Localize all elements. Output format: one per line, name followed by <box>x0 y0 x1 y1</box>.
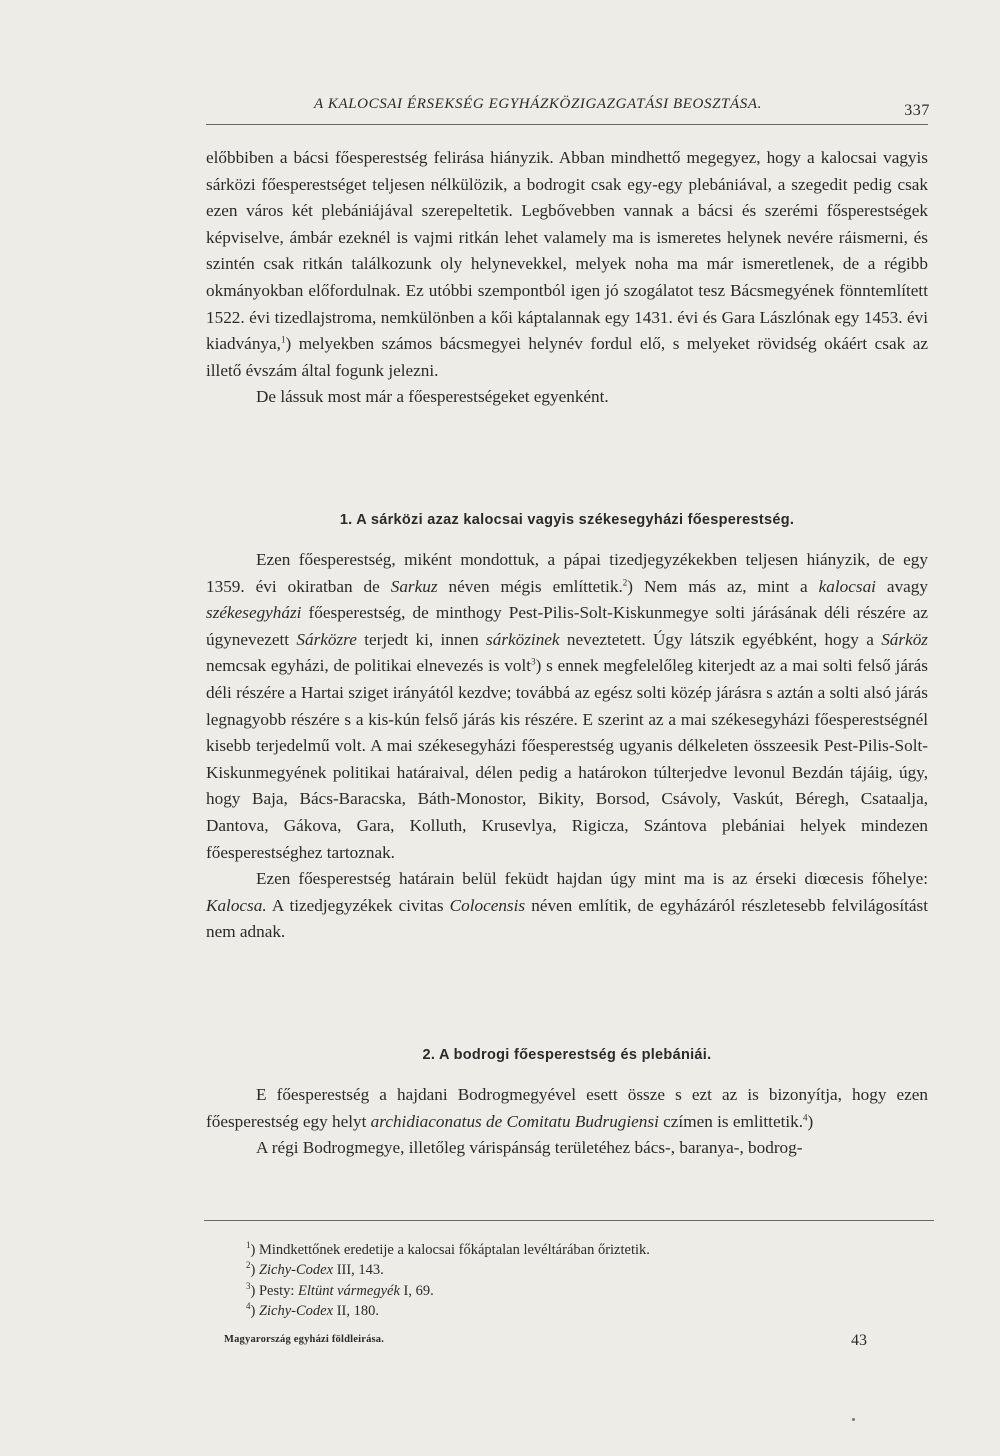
running-head <box>206 96 934 122</box>
text-run: néven mégis említtetik. <box>437 576 623 596</box>
italic-run: Sárköz <box>881 629 928 649</box>
footnote-2 <box>246 1260 886 1280</box>
text-run: nemcsak egyházi, de politikai elnevezés is volt <box>206 656 532 676</box>
footnote-marker: 2 <box>622 576 628 587</box>
text-run: I, 69. <box>399 1282 434 1299</box>
running-head-title: A KALOCSAI ÉRSEKSÉG EGYHÁZKÖZIGAZGATÁSI BEOSZTÁSA. <box>314 96 762 112</box>
italic-run: Sarkuz <box>390 576 438 596</box>
imprint-line: Magyarország egyházi földleirása. <box>224 1334 385 1345</box>
text-run: II, 180. <box>333 1302 379 1319</box>
intro-paragraph-1 <box>206 145 928 384</box>
text-run: ) Mindkettőnek eredetije a kalocsai főkáptalan levéltárában őriztetik. <box>250 1242 650 1258</box>
italic-run: székesegyházi <box>206 603 302 623</box>
text-run: E főesperestség a hajdani Bodrogmegyével esett össze s ezt az is bizonyítja, hogy ezen főesperestség egy helyt <box>206 1085 928 1131</box>
footnote-3 <box>246 1281 886 1301</box>
footnote-marker: 4 <box>803 1111 808 1122</box>
text-run: A tizedjegyzékek civitas <box>266 895 450 915</box>
italic-run: Sárközre <box>296 629 357 649</box>
italic-run: sárközinek <box>486 629 560 649</box>
footnotes <box>246 1240 886 1321</box>
section-2-paragraph-2: A régi Bodrogmegye, illetőleg várispánság területéhez bács-, baranya-, bodrog- <box>256 1138 803 1158</box>
intro-text <box>206 145 928 411</box>
paper-speck <box>852 1418 855 1421</box>
intro-paragraph-2: De lássuk most már a főesperestségeket egyenként. <box>256 387 609 407</box>
header-rule <box>206 124 928 125</box>
section-2-heading: 2. A bodrogi főesperestség és plebániái. <box>422 1047 712 1063</box>
text-run: ) melyekben számos bácsmegyei helynév fordul elő, s melyeket rövidség okáért csak az illető évszám által fogunk jelezni. <box>206 334 928 380</box>
italic-run: Zichy-Codex <box>258 1302 334 1319</box>
section-1-heading: 1. A sárközi azaz kalocsai vagyis székesegyházi főesperestség. <box>339 512 795 528</box>
section-1-paragraph-1 <box>206 547 928 866</box>
footnote-marker: 4 <box>246 1301 251 1312</box>
text-run: előbbiben a bácsi főesperestség felirása hiányzik. Abban mindhettő megegyez, hogy a kalocsai vagyis sárközi főesperestséget teljesen nélkülözik, a bodrogit csak egy-egy plebániával, a szegedit pedig csak ezen város két plebániájával szerepeltetik. Legbővebben vannak a bácsi és szerémi fősperestségek képviselve, ámbár ezeknél is vajmi ritkán lehet valamely ma is ismeretes helynek nevére ráismerni, és szintén csak ritkán találkozunk oly helynevekkel, melyek noha ma már ismeretlenek, de a régibb okmányokban előfordulnak. Ez utóbbi szempontból igen jó szogálatot tesz Bácsmegyének fönntemlített 1522. évi tizedlajstroma, nemkülönben a kői káptalannak egy 1431. évi és Gara Lászlónak egy 1453. évi kiadványa, <box>206 148 928 354</box>
section-1-text <box>206 547 928 946</box>
section-2-paragraph-1 <box>206 1082 928 1135</box>
text-run: Ezen főesperestség határain belül feküdt hajdan úgy mint ma is az érseki diœcesis főhelye: <box>256 869 928 889</box>
text-run: terjedt ki, innen <box>356 629 487 649</box>
text-run: ) <box>250 1262 259 1279</box>
text-run: III, 143. <box>333 1262 384 1279</box>
text-run: ) <box>807 1111 814 1131</box>
text-run: ) Pesty: <box>250 1282 299 1299</box>
text-run: ) s ennek megfelelőleg kiterjedt az a mai solti felső járás déli részére a Hartai sziget irányától kezdve; továbbá az egész solti közép járásra s aztán a solti alsó járás legnagyobb részére s a kis-kún felső járás kis részére. E szerint az a mai székesegyházi főesperestségnél kisebb terjedelmű volt. A mai székesegyházi főesperestség ugyanis délkeleten összeesik Pest-Pilis-Solt-Kiskunmegyének politikai határaival, délen pedig a határokon túlterjedve levonul Bezdán tájáig, úgy, hogy Baja, Bács-Baracska, Báth-Monostor, Bikity, Borsod, Csávoly, Vaskút, Béregh, Csataalja, Dantova, Gákova, Gara, Kolluth, Krusevlya, Rigicza, Szántova plebániai helyek mindezen főesperestséghez tartoznak. <box>206 656 928 862</box>
footnote-marker: 3 <box>246 1280 251 1291</box>
section-1-paragraph-2 <box>206 866 928 946</box>
text-run: neveztetett. Úgy látszik egyébként, hogy a <box>559 629 882 649</box>
sheet-number: 43 <box>851 1332 867 1349</box>
text-run: ) Nem más az, mint a <box>627 576 819 596</box>
page-number: 337 <box>904 102 930 119</box>
italic-run: kalocsai <box>818 576 876 596</box>
italic-run: Colocensis <box>449 895 526 915</box>
text-run: czímen is emlittetik. <box>658 1111 804 1131</box>
text-run: néven említik, de egyházáról részletesebb felvilágosítást nem adnak. <box>206 895 928 942</box>
footnote-marker: 2 <box>246 1260 251 1271</box>
italic-run: Kalocsa. <box>206 895 267 915</box>
footnote-marker: 1 <box>280 334 286 345</box>
footnote-marker: 1 <box>246 1240 251 1251</box>
section-2-text <box>206 1082 928 1162</box>
text-run: főesperestség, de minthogy Pest-Pilis-Solt-Kiskunmegye solti járásának déli részére az úgynevezett <box>206 603 928 649</box>
italic-run: archidiaconatus de Comitatu Budrugiensi <box>370 1111 659 1131</box>
text-run: Ezen főesperestség, miként mondottuk, a pápai tizedjegyzékekben teljesen hiányzik, de egy 1359. évi okiratban de <box>206 550 928 596</box>
footnote-1 <box>246 1240 886 1260</box>
text-run: ) <box>250 1302 259 1319</box>
italic-run: Zichy-Codex <box>258 1262 334 1279</box>
italic-run: Eltünt vármegyék <box>298 1282 400 1299</box>
footnote-4 <box>246 1301 886 1321</box>
text-run: avagy <box>875 576 928 596</box>
footnote-rule <box>204 1220 934 1221</box>
footnote-marker: 3 <box>531 656 536 667</box>
